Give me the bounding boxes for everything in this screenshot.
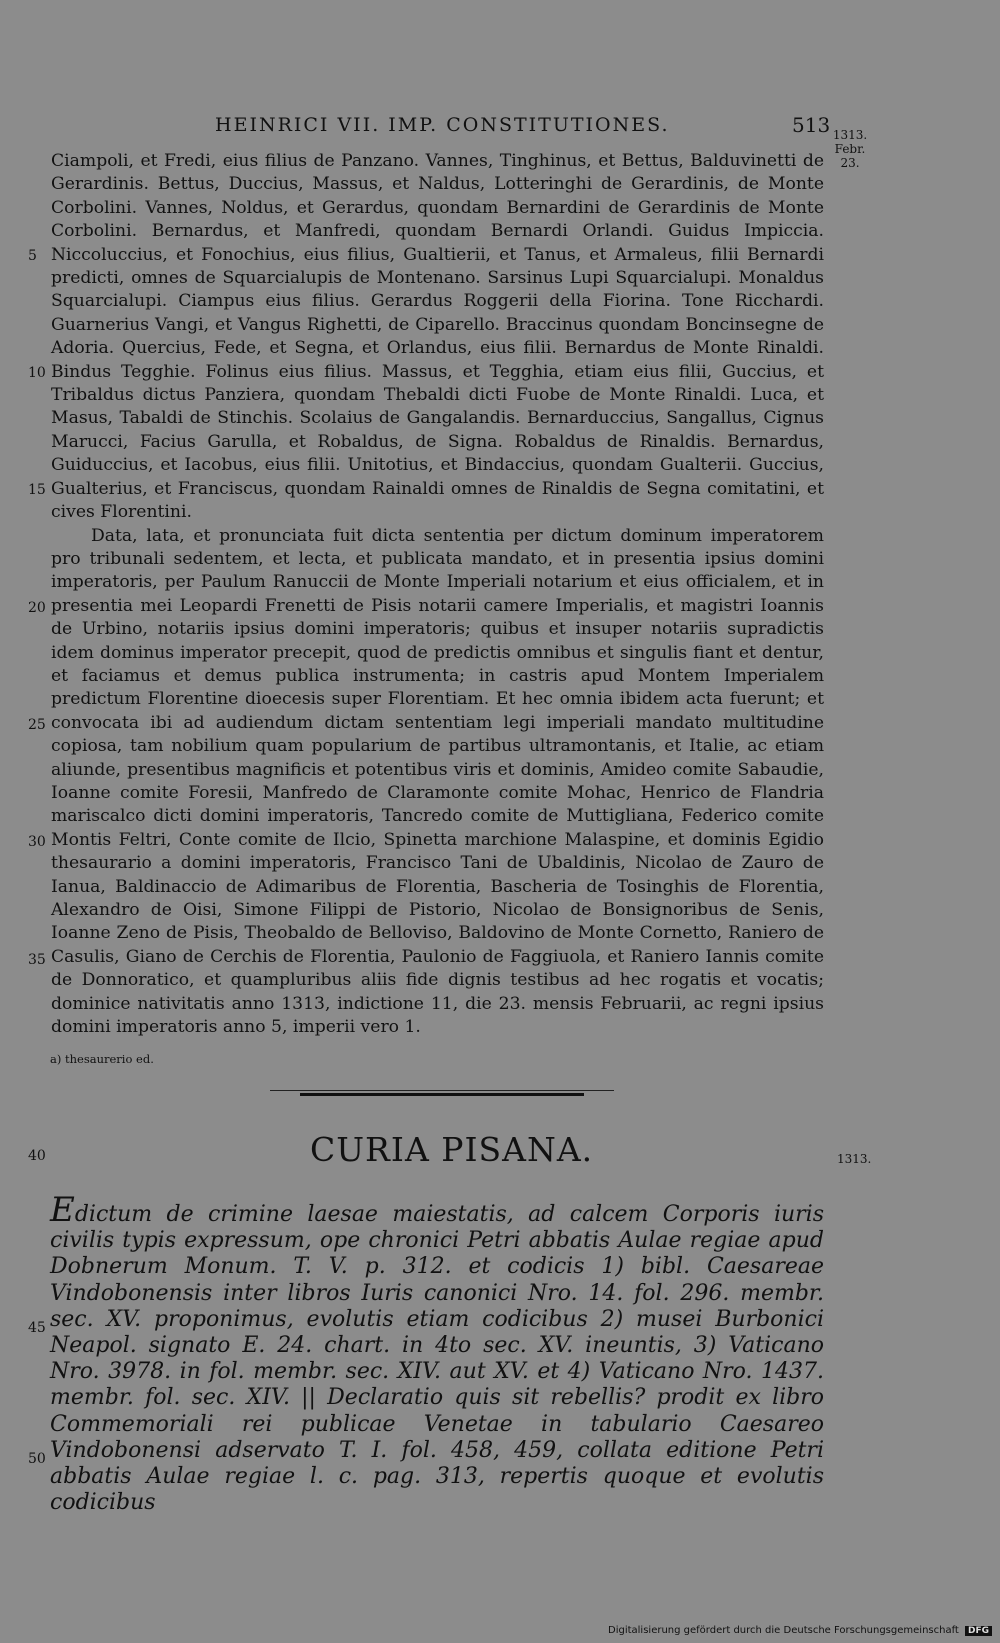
digitization-text: Digitalisierung gefördert durch die Deutsche Forschungsgemeinschaft: [608, 1625, 959, 1636]
line-number: 30: [28, 834, 46, 850]
line-number: 50: [28, 1451, 46, 1467]
section-title: CURIA PISANA.: [310, 1130, 594, 1169]
section-divider: [270, 1090, 614, 1091]
line-number: 25: [28, 717, 46, 733]
edition-note: [50, 1190, 824, 1516]
line-number: 5: [28, 248, 37, 264]
margin-day: 23.: [840, 156, 860, 170]
edition-note-text: dictum de crimine laesae maiestatis, ad calcem Corporis iuris civilis typis expressum, ope chronici Petri abbatis Aulae regiae apud Dobnerum Monum. T. V. p. 312. et codicis 1) bibl. Caesareae Vindobonensis inter libros Iuris canonici Nro. 14. fol. 296. membr. sec. XV. proponimus, evolutis etiam codicibus 2) musei Burbonici Neapol. signato E. 24. chart. in 4to sec. XV. ineuntis, 3) Vaticano Nro. 3978. in fol. membr. sec. XIV. aut XV. et 4) Vaticano Nro. 1437. membr. fol. sec. XIV. || Declaratio quis sit rebellis? prodit ex libro Commemoriali rei publicae Venetae in tabulario Caesareo Vindobonensi adservato T. I. fol. 458, 459, collata editione Petri abbatis Aulae regiae l. c. pag. 313, repertis quoque et evolutis codicibus: [50, 1202, 824, 1516]
paragraph-names: Ciampoli, et Fredi, eius filius de Panzano. Vannes, Tinghinus, et Bettus, Balduvinetti de Gerardinis. Bettus, Duccius, Massus, et Naldus, Lotteringhi de Gerardinis, de Monte Corbolini. Vannes, Noldus, et Gerardus, quondam Bernardini de Gerardinis de Monte Corbolini. Bernardus, et Manfredi, quondam Bernardi Orlandi. Guidus Impiccia. Niccoluccius, et Fonochius, eius filius, Gualtierii, et Tanus, et Armaleus, filii Bernardi predicti, omnes de Squarcialupis de Montenano. Sarsinus Lupi Squarcialupi. Monaldus Squarcialupi. Ciampus eius filius. Gerardus Roggerii della Fiorina. Tone Ricchardi. Guarnerius Vangi, et Vangus Righetti, de Ciparello. Braccinus quondam Boncinsegne de Adoria. Quercius, Fede, et Segna, et Orlandus, eius filii. Bernardus de Monte Rinaldi. Bindus Tegghie. Folinus eius filius. Massus, et Tegghia, etiam eius filii, Guccius, et Tribaldus dictus Panziera, quondam Thebaldi dicti Fuobe de Monte Rinaldi. Luca, et Masus, Tabaldi de Stinchis. Scolaius de Gangalandis. Bernarduccius, Sangallus, Cignus Marucci, Facius Garulla, et Robaldus, de Signa. Robaldus de Rinaldis. Bernardus, Guiduccius, et Iacobus, eius filii. Unitotius, et Bindaccius, quondam Gualterii. Guccius, Gualterius, et Franciscus, quondam Rainaldi omnes de Rinaldis de Segna comitatini, et cives Florentini.: [51, 151, 824, 523]
dfg-logo: DFG: [965, 1626, 992, 1636]
margin-month: Febr.: [834, 142, 866, 156]
line-number: 15: [28, 482, 46, 498]
footnote: a) thesaurerio ed.: [50, 1052, 154, 1066]
section-year: 1313.: [837, 1152, 872, 1166]
line-number: 45: [28, 1320, 46, 1336]
line-number: 40: [28, 1148, 46, 1164]
margin-date: [830, 128, 870, 170]
initial-letter: E: [50, 1190, 75, 1230]
digitization-note: [608, 1625, 992, 1636]
page-number: 513: [792, 113, 831, 137]
running-head: HEINRICI VII. IMP. CONSTITUTIONES.: [215, 114, 670, 136]
paragraph-sentence: Data, lata, et pronunciata fuit dicta sententia per dictum dominum imperatorem pro tribunali sedentem, et lecta, et publicata mandato, et in presentia ipsius domini imperatoris, per Paulum Ranuccii de Monte Imperiali notarium et eius officialem, et in presentia mei Leopardi Frenetti de Pisis notarii camere Imperialis, et magistri Ioannis de Urbino, notariis ipsius domini imperatoris; quibus et insuper notariis supradictis idem dominus imperator precepit, quod de predictis omnibus et singulis fiant et dentur, et faciamus et demus publica instrumenta; in castris apud Montem Imperialem predictum Florentine dioecesis super Florentiam. Et hec omnia ibidem acta fuerunt; et convocata ibi ad audiendum dictam sententiam legi imperiali mandato multitudine copiosa, tam nobilium quam popularium de partibus ultramontanis, et Italie, ac etiam aliunde, presentibus magnificis et potentibus viris et dominis, Amideo comite Sabaudie, Ioanne comite Foresii, Manfredo de Claramonte comite Mohac, Henrico de Flandria mariscalco dicti domini imperatoris, Tancredo comite de Muttigliana, Federico comite Montis Feltri, Conte comite de Ilcio, Spinetta marchione Malaspine, et dominis Egidio thesaurario a domini imperatoris, Francisco Tani de Ubaldinis, Nicolao de Zauro de Ianua, Baldinaccio de Adimaribus de Florentia, Bascheria de Tosinghis de Florentia, Alexandro de Oisi, Simone Filippi de Pistorio, Nicolao de Bonsignoribus de Senis, Ioanne Zeno de Pisis, Theobaldo de Belloviso, Baldovino de Monte Cornetto, Raniero de Casulis, Giano de Cerchis de Florentia, Paulonio de Faggiuola, et Raniero Iannis comite de Donnoratico, et quampluribus aliis fide dignis testibus ad hec rogatis et vocatis; dominice nativitatis anno 1313, indictione 11, die 23. mensis Februarii, ac regni ipsius domini imperatoris anno 5, imperii vero 1.: [51, 525, 824, 1038]
line-number: 10: [28, 365, 46, 381]
body-text: [51, 150, 824, 1039]
line-number: 20: [28, 600, 46, 616]
line-number: 35: [28, 952, 46, 968]
margin-year: 1313.: [832, 128, 868, 142]
